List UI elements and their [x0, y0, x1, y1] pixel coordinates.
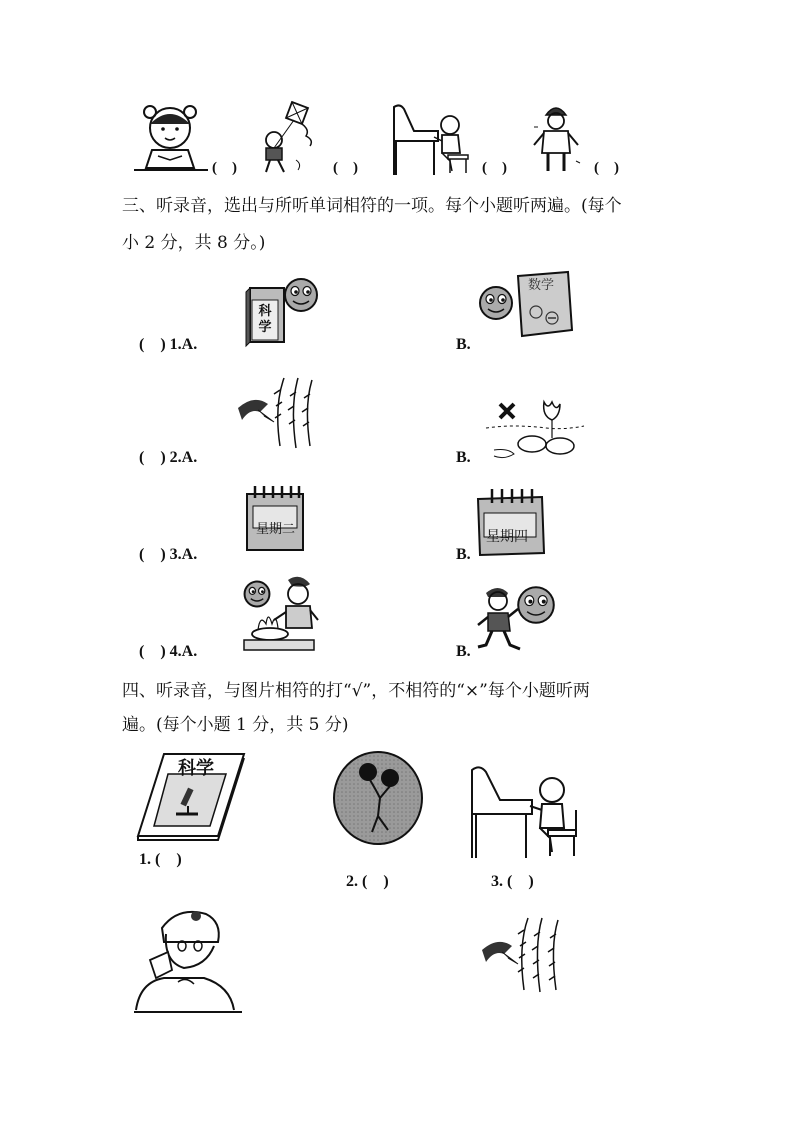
circle-figure-icon	[332, 750, 424, 846]
science-book-title: 科学	[178, 758, 214, 779]
s4-item2-label[interactable]: 2. ( )	[346, 873, 389, 890]
boy-playing-piano-icon	[390, 101, 476, 177]
top-blank-1[interactable]: ( )	[212, 160, 237, 176]
s4-item3-label[interactable]: 3. ( )	[491, 873, 534, 890]
section4-title-cont: 遍。(每个小题 1 分，共 5 分)	[122, 715, 349, 735]
item2-b-label: B.	[456, 449, 471, 466]
item1-a-label: ( ) 1.A.	[139, 336, 198, 353]
smiley-face-icon	[516, 585, 556, 625]
item3-b-label: B.	[456, 546, 471, 563]
item1-b-label: B.	[456, 336, 471, 353]
lotus-pond-icon	[484, 398, 586, 464]
smiley-face-icon	[478, 285, 514, 321]
item4-a-label: ( ) 4.A.	[139, 643, 198, 660]
boy-playing-piano-icon	[468, 764, 588, 860]
smiley-face-icon	[283, 277, 319, 313]
item4-b-label: B.	[456, 643, 471, 660]
section4-title: 四、听录音，与图片相符的打“√”，不相符的“×”每个小题听两	[122, 681, 590, 701]
calendar-a-label: 星期二	[256, 522, 296, 537]
item2-a-label: ( ) 2.A.	[139, 449, 198, 466]
girl-reading-icon	[132, 98, 210, 174]
boy-cooking-icon	[236, 574, 324, 656]
section3-title: 三、听录音，选出与所听单词相符的一项。每个小题听两遍。(每个	[122, 196, 622, 216]
top-blank-4[interactable]: ( )	[594, 160, 619, 176]
girl-with-card-icon	[134, 906, 244, 1014]
s4-item1-label[interactable]: 1. ( )	[139, 851, 182, 868]
item3-a-label: ( ) 3.A.	[139, 546, 198, 563]
section3-title-cont: 小 2 分，共 8 分。)	[122, 233, 266, 253]
calendar-thursday-icon	[474, 487, 546, 557]
calendar-b-label: 星期四	[486, 529, 528, 545]
science-book-label: 科学	[258, 304, 272, 335]
math-book-label: 数学	[528, 278, 555, 293]
boy-flying-kite-icon	[252, 98, 326, 174]
child-in-winter-clothes-icon	[528, 101, 584, 177]
swallow-willow-icon	[478, 916, 570, 994]
swallow-willow-icon	[234, 376, 326, 450]
top-blank-2[interactable]: ( )	[333, 160, 358, 176]
top-blank-3[interactable]: ( )	[482, 160, 507, 176]
